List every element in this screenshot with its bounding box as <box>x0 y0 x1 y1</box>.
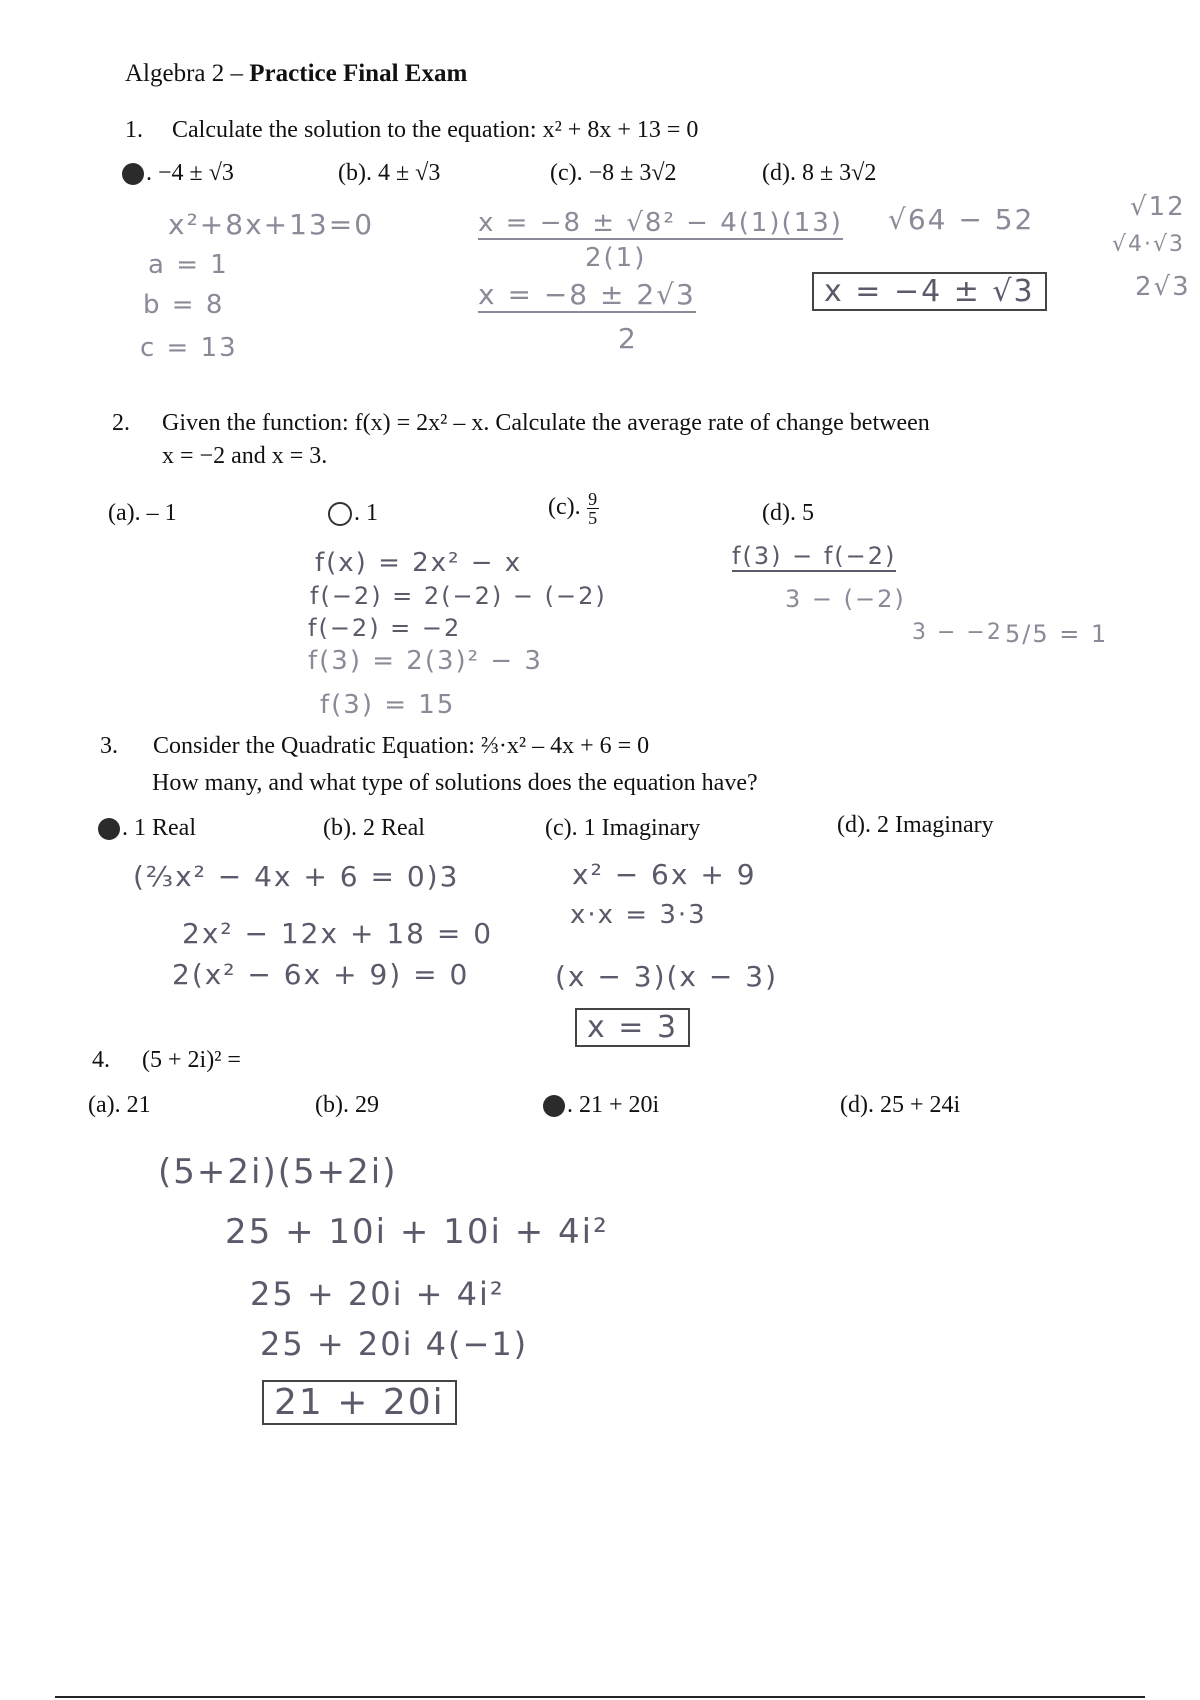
q2-number: 2. <box>112 410 130 436</box>
q1-option-a[interactable]: . −4 ± √3 <box>122 160 234 187</box>
q2-work-r4: 5/5 = 1 <box>1005 620 1109 648</box>
q2-option-c-numerator: 9 <box>588 489 598 509</box>
q1-work-side1: √12 <box>1130 192 1186 222</box>
q1-work-step2-top-text: x = −8 ± 2√3 <box>478 278 696 311</box>
q3-work-line2: 2x² − 12x + 18 = 0 <box>182 917 494 950</box>
q2-option-d-text: 5 <box>801 500 814 526</box>
q1-option-d-text: 8 ± 3√2 <box>801 160 877 186</box>
q2-work-r3: 3 − −2 <box>912 620 1003 645</box>
q4-work-answer-box <box>262 1380 457 1425</box>
q3-work-r2: x·x = 3·3 <box>570 900 707 930</box>
q3-option-b-text: 2 Real <box>362 815 425 841</box>
title-course: Algebra 2 – <box>125 60 250 87</box>
q1-work-a: a = 1 <box>148 250 229 280</box>
selected-answer-mark <box>98 818 120 840</box>
q3-option-d-text: 2 Imaginary <box>876 812 994 838</box>
q3-work-answer: x = 3 <box>587 1010 679 1045</box>
q1-work-c: c = 13 <box>140 333 238 363</box>
q2-work-line5: f(3) = 15 <box>320 690 456 720</box>
q1-option-b[interactable] <box>338 160 440 187</box>
q3-option-b[interactable] <box>323 815 425 842</box>
q2-option-c[interactable] <box>548 490 599 527</box>
q2-work-r1-text: f(3) − f(−2) <box>732 542 897 570</box>
q3-work-line3: 2(x² − 6x + 9) = 0 <box>172 958 470 991</box>
q2-option-b-text: 1 <box>366 500 378 526</box>
q2-option-a[interactable] <box>108 500 177 527</box>
q1-option-c-text: −8 ± 3√2 <box>588 160 677 186</box>
selected-answer-mark <box>328 502 352 526</box>
selected-answer-mark <box>543 1095 565 1117</box>
q4-option-c[interactable]: . 21 + 20i <box>543 1092 659 1119</box>
q3-option-c-text: 1 Imaginary <box>583 815 701 841</box>
q2-work-r2: 3 − (−2) <box>785 585 906 613</box>
q1-option-c[interactable] <box>550 160 677 187</box>
q4-work-line4: 25 + 20i 4(−1) <box>260 1325 529 1363</box>
q2-option-c-fraction <box>587 490 599 527</box>
q2-option-a-label: (a). <box>108 500 141 526</box>
q3-number: 3. <box>100 733 118 759</box>
q2-text-line2: x = −2 and x = 3. <box>162 443 328 469</box>
q4-work-line2: 25 + 10i + 10i + 4i² <box>225 1212 609 1252</box>
q4-work-answer: 21 + 20i <box>274 1382 445 1423</box>
page-title <box>125 60 467 88</box>
q1-text: Calculate the solution to the equation: x² + 8x + 13 = 0 <box>172 117 699 143</box>
q1-work-formula-top <box>478 208 843 240</box>
q2-option-d[interactable] <box>762 500 814 527</box>
q2-work-line2: f(−2) = 2(−2) − (−2) <box>310 582 607 610</box>
q1-work-step2-top <box>478 278 696 313</box>
q1-option-b-label: (b). <box>338 160 372 186</box>
q4-option-b-label: (b). <box>315 1092 349 1118</box>
q4-number: 4. <box>92 1047 110 1073</box>
q1-work-side3: 2√3 <box>1135 272 1191 302</box>
q3-option-c-label: (c). <box>545 815 578 841</box>
q1-work-formula-bottom: 2(1) <box>585 243 647 273</box>
q1-work-formula-top-text: x = −8 ± √8² − 4(1)(13) <box>478 208 843 238</box>
q2-option-c-label: (c). <box>548 494 581 521</box>
q1-work-side2: √4·√3 <box>1112 232 1186 257</box>
q2-option-c-denominator: 5 <box>588 508 598 528</box>
q1-work-answer: x = −4 ± √3 <box>824 274 1035 309</box>
q1-option-b-text: 4 ± √3 <box>377 160 441 186</box>
title-bold: Practice Final Exam <box>249 60 468 87</box>
q2-option-b[interactable]: . 1 <box>328 500 378 527</box>
q3-option-a[interactable]: . 1 Real <box>98 815 196 842</box>
q2-work-line1: f(x) = 2x² − x <box>315 548 523 578</box>
q3-option-d[interactable] <box>837 812 994 839</box>
q1-option-a-text: −4 ± √3 <box>158 160 234 186</box>
q4-option-c-text: 21 + 20i <box>579 1092 660 1118</box>
q3-option-c[interactable] <box>545 815 700 842</box>
q1-option-c-label: (c). <box>550 160 583 186</box>
q4-text: (5 + 2i)² = <box>142 1047 241 1073</box>
q4-work-line1: (5+2i)(5+2i) <box>158 1152 398 1192</box>
q1-option-d[interactable] <box>762 160 876 187</box>
q4-option-a[interactable] <box>88 1092 151 1119</box>
q3-text-line2: How many, and what type of solutions does the equation have? <box>152 770 758 796</box>
q3-work-answer-box <box>575 1008 690 1047</box>
q4-option-b[interactable] <box>315 1092 379 1119</box>
q1-work-step2-bottom: 2 <box>618 322 638 355</box>
q1-work-discriminant: √64 − 52 <box>888 203 1035 236</box>
q4-work-line3: 25 + 20i + 4i² <box>250 1275 505 1313</box>
q1-work-answer-box <box>812 272 1047 311</box>
q4-option-b-text: 29 <box>354 1092 379 1118</box>
q4-option-a-text: 21 <box>126 1092 151 1118</box>
q3-text-line1: Consider the Quadratic Equation: ⅔·x² – 4x + 6 = 0 <box>153 733 650 759</box>
q3-work-r3: (x − 3)(x − 3) <box>555 960 778 993</box>
q2-work-line4: f(3) = 2(3)² − 3 <box>308 646 543 676</box>
q3-work-r1: x² − 6x + 9 <box>572 858 757 891</box>
q2-option-d-label: (d). <box>762 500 796 526</box>
q1-option-d-label: (d). <box>762 160 796 186</box>
q4-option-a-label: (a). <box>88 1092 121 1118</box>
q3-option-b-label: (b). <box>323 815 357 841</box>
q4-option-d-label: (d). <box>840 1092 874 1118</box>
q4-option-d[interactable] <box>840 1092 960 1119</box>
q2-option-a-text: – 1 <box>146 500 177 526</box>
q3-option-d-label: (d). <box>837 812 871 838</box>
q1-work-b: b = 8 <box>143 290 225 320</box>
q3-option-a-text: 1 Real <box>134 815 196 841</box>
page-bottom-rule <box>55 1696 1145 1698</box>
selected-answer-mark <box>122 163 144 185</box>
q1-work-eq: x²+8x+13=0 <box>168 208 375 241</box>
q2-work-line3: f(−2) = −2 <box>308 614 462 642</box>
q1-number: 1. <box>125 117 143 143</box>
q2-text-line1: Given the function: f(x) = 2x² – x. Calculate the average rate of change between <box>162 410 930 436</box>
q3-work-line1: (⅔x² − 4x + 6 = 0)3 <box>133 860 460 893</box>
q2-work-r1 <box>732 542 896 572</box>
q4-option-d-text: 25 + 24i <box>879 1092 961 1118</box>
